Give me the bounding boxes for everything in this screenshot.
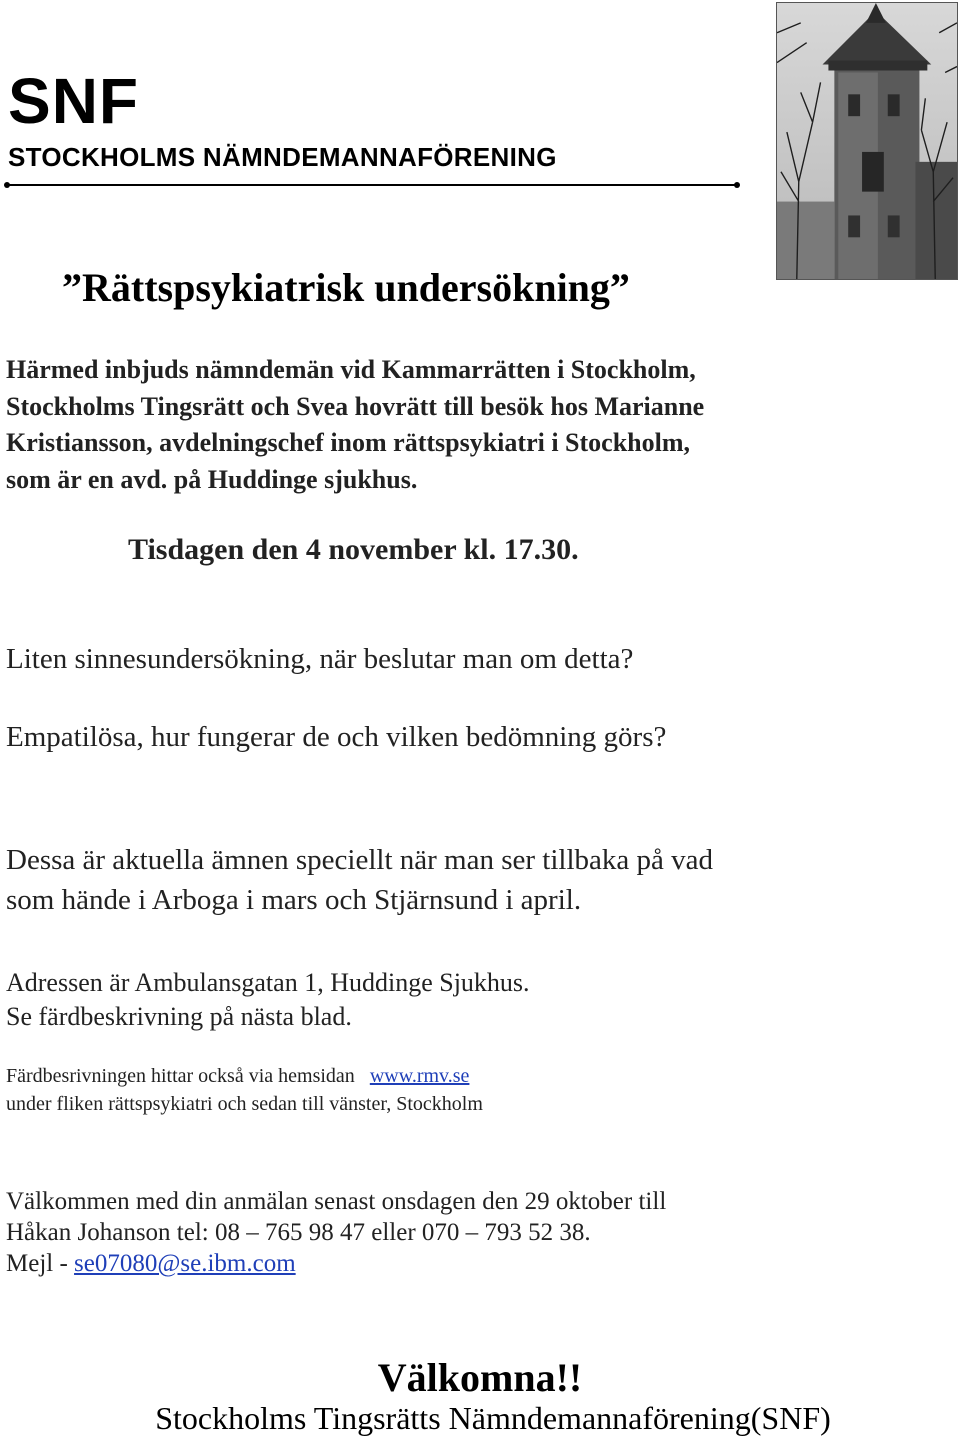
address-line: Adressen är Ambulansgatan 1, Huddinge Sjukhus.	[6, 968, 530, 997]
welcome-text: Välkomna!!	[377, 1355, 583, 1400]
context-paragraph	[6, 840, 713, 920]
registration-line-1: Välkommen med din anmälan senast onsdagen den 29 oktober till	[6, 1188, 667, 1215]
registration-line-2: Håkan Johanson tel: 08 – 765 98 47 eller 070 – 793 52 38.	[6, 1219, 591, 1246]
intro-line: Härmed inbjuds nämndemän vid Kammarrätten i Stockholm,	[6, 355, 696, 384]
intro-line: som är en avd. på Huddinge sjukhus.	[6, 464, 418, 494]
directions-text: Färdbesrivningen hittar också via hemsidan	[6, 1065, 355, 1087]
snf-logo: SNF	[8, 65, 139, 137]
signature: Stockholms Tingsrätts Nämndemannaförening(SNF)	[155, 1400, 831, 1436]
courthouse-photo	[776, 2, 958, 280]
divider-dot-left	[4, 182, 10, 188]
registration-mail	[6, 1248, 296, 1280]
email-link[interactable]: se07080@se.ibm.com	[74, 1250, 296, 1277]
address-block	[6, 966, 530, 1034]
org-name: STOCKHOLMS NÄMNDEMANNAFÖRENING	[8, 142, 557, 172]
directions-line-2: under fliken rättspsykiatri och sedan till vänster, Stockholm	[6, 1093, 483, 1115]
directions-line-1	[6, 1062, 469, 1090]
divider-dot-right	[734, 182, 740, 188]
context-line: Dessa är aktuella ämnen speciellt när man ser tillbaka på vad	[6, 844, 713, 876]
address-line: Se färdbeskrivning på nästa blad.	[6, 1002, 352, 1031]
website-link[interactable]: www.rmv.se	[369, 1065, 470, 1087]
event-date: Tisdagen den 4 november kl. 17.30.	[128, 533, 579, 566]
question-1: Liten sinnesundersökning, när beslutar man om detta?	[6, 643, 634, 675]
mail-prefix: Mejl -	[6, 1250, 68, 1277]
context-line: som hände i Arboga i mars och Stjärnsund i april.	[6, 884, 582, 916]
page-title: ”Rättspsykiatrisk undersökning”	[62, 265, 630, 310]
intro-line: Kristiansson, avdelningschef inom rättspsykiatri i Stockholm,	[6, 428, 691, 457]
header-divider	[8, 184, 738, 186]
intro-paragraph	[6, 352, 704, 498]
intro-line: Stockholms Tingsrätt och Svea hovrätt till besök hos Marianne	[6, 391, 705, 421]
question-2: Empatilösa, hur fungerar de och vilken bedömning görs?	[6, 721, 667, 753]
